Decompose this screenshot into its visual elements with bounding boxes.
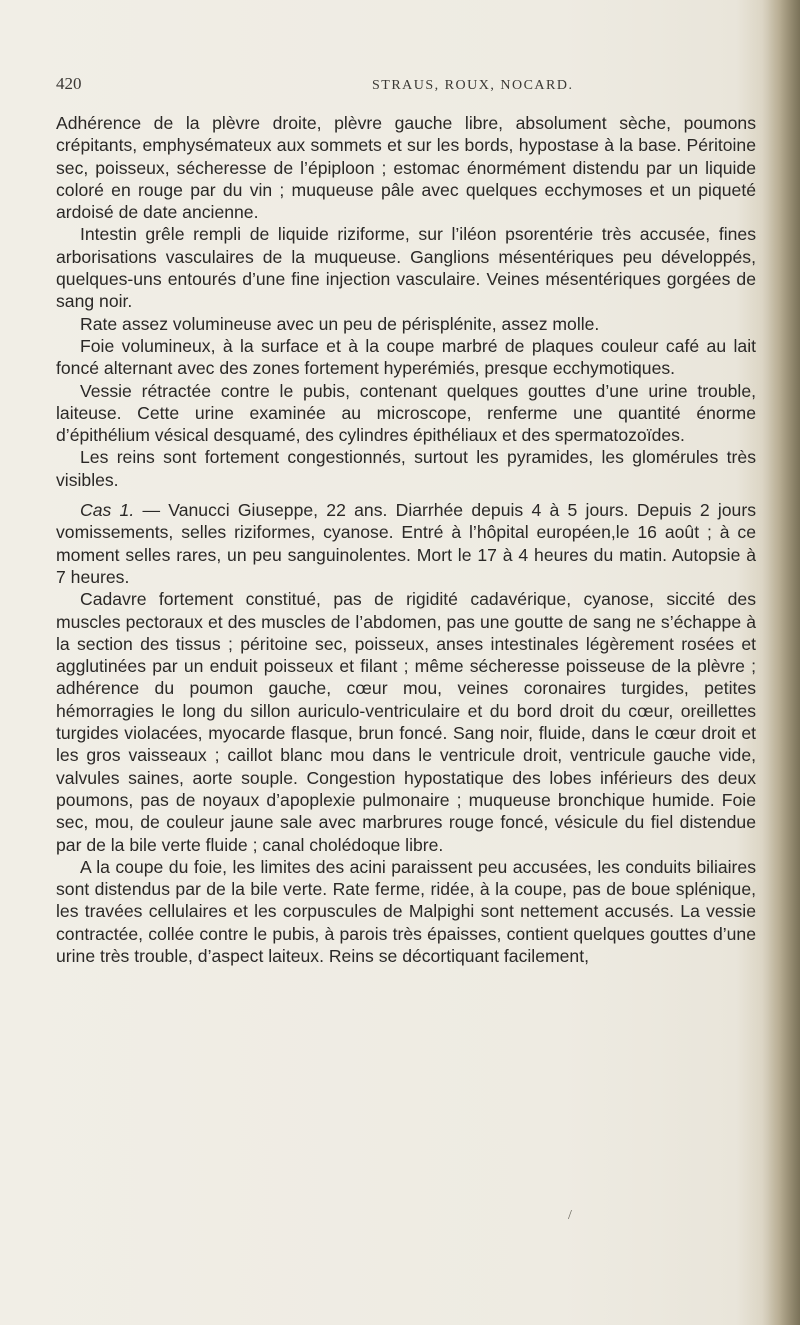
paragraph: A la coupe du foie, les limites des acini paraissent peu accusées, les conduits biliaires sont distendus par de la bile verte. Rate ferme, ridée, à la coupe, pas de boue splénique, les travées cellulaires et les corpuscules de Malpighi sont nettement accusés. La vessie contractée, collée contre le pubis, à parois très épaisses, contient quelques gouttes d’une urine très trouble, d’aspect laiteux. Reins se décortiquant facilement, xyxy=(56,856,756,966)
case-paragraph xyxy=(56,499,756,588)
page-header xyxy=(56,74,756,98)
running-head: STRAUS, ROUX, NOCARD. xyxy=(372,78,574,93)
body-text xyxy=(56,112,756,967)
page-number: 420 xyxy=(56,74,82,93)
case-label: Cas 1. xyxy=(80,500,135,521)
paragraph: Les reins sont fortement congestionnés, surtout les pyramides, les glomérules très visibles. xyxy=(56,447,756,490)
paragraph: Vessie rétractée contre le pubis, contenant quelques gouttes d’une urine trouble, laiteuse. Cette urine examinée au microscope, renferme une quantité énorme d’épithélium vésical desquamé, des cylindres épithéliaux et des spermatozoïdes. xyxy=(56,380,756,446)
paragraph: Rate assez volumineuse avec un peu de périsplénite, assez molle. xyxy=(80,313,600,334)
paragraph: Cadavre fortement constitué, pas de rigidité cadavérique, cyanose, siccité des muscles pectoraux et des muscles de l’abdomen, pas une goutte de sang ne s’échappe à la section des tissus ; péritoine sec, poisseux, anses intestinales légèrement rosées et agglutinées par un enduit poisseux et filant ; même sécheresse poisseuse de la plèvre ; adhérence du poumon gauche, cœur mou, veines coronaires turgides, petites hémorragies le long du sillon auriculo-ventriculaire et du bord droit du cœur, oreillettes turgides violacées, myocarde flasque, brun foncé. Sang noir, fluide, dans le cœur droit et les gros vaisseaux ; caillot blanc mou dans le ventricule droit, ventricule gauche vide, valvules saines, aorte souple. Congestion hypostatique des lobes inférieurs des deux poumons, pas de noyaux d’apoplexie pulmonaire ; muqueuse bronchique humide. Foie sec, mou, de couleur jaune sale avec marbrures rouge foncé, vésicule du fiel distendue par de la bile verte fluide ; canal cholédoque libre. xyxy=(56,589,756,855)
paragraph: Foie volumineux, à la surface et à la coupe marbré de plaques couleur café au lait foncé alternant avec des zones fortement hyperémiés, presque ecchymotiques. xyxy=(56,335,756,379)
page-edge-shadow xyxy=(762,0,800,1325)
paragraph: Adhérence de la plèvre droite, plèvre gauche libre, absolument sèche, poumons crépitants, emphysémateux aux sommets et sur les bords, hypostase à la base. Péritoine sec, poisseux, sécheresse de l’épiploon ; estomac énormément distendu par un liquide coloré en rouge par du vin ; muqueuse pâle avec quelques ecchymoses et un piqueté ardoisé de date ancienne. xyxy=(56,113,756,223)
case-text: — Vanucci Giuseppe, 22 ans. Diarrhée depuis 4 à 5 jours. Depuis 2 jours vomissements, selles riziformes, cyanose. Entré à l’hôpital européen,le 16 août ; à ce moment selles rares, un peu sanguinolentes. Mort le 17 à 4 heures du matin. Autopsie à 7 heures. xyxy=(56,500,756,587)
paragraph: Intestin grêle rempli de liquide riziforme, sur l’iléon psorentérie très accusée, fines arborisations vasculaires de la muqueuse. Ganglions mésentériques peu développés, quelques-uns entourés d’une fine injection vasculaire. Veines mésentériques gorgées de sang noir. xyxy=(56,224,756,312)
stray-mark: / xyxy=(568,1208,572,1223)
